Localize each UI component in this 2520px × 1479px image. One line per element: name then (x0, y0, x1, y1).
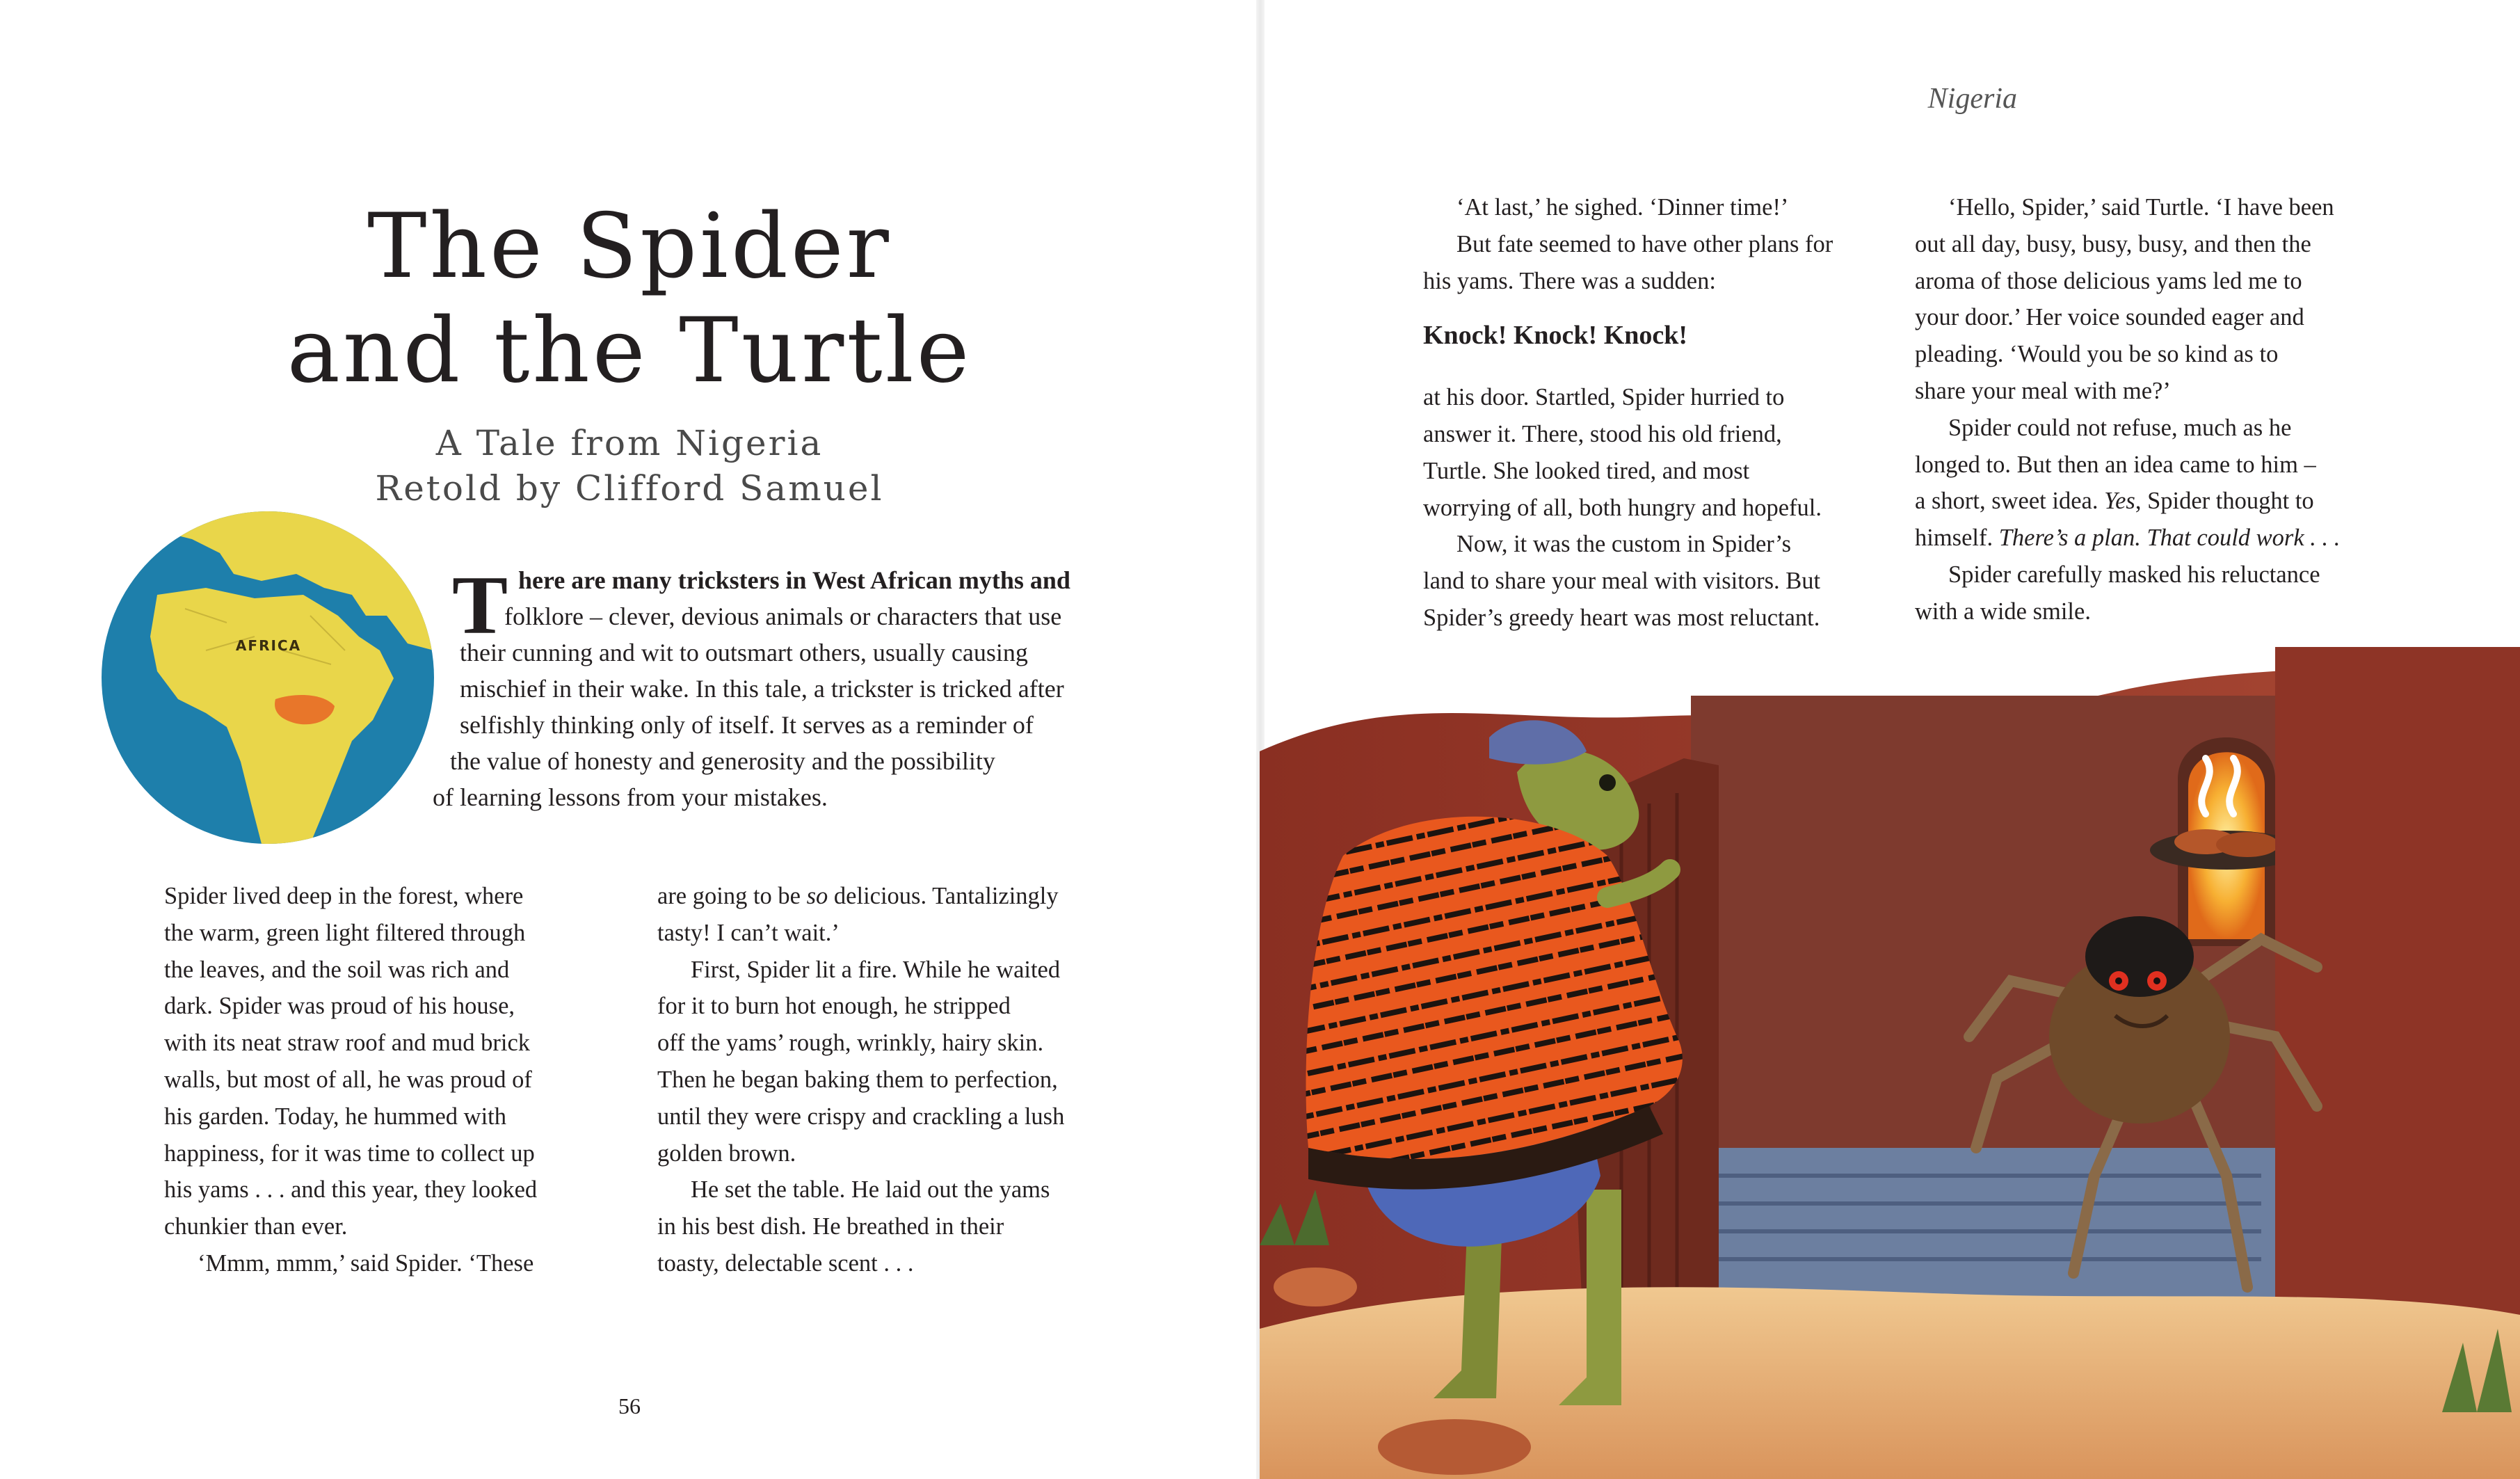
text-line: dark. Spider was proud of his house, (164, 993, 515, 1020)
emphasis: so (806, 883, 828, 909)
yam (2216, 832, 2279, 857)
story-illustration (1260, 647, 2520, 1479)
text-line: until they were crispy and crackling a lush (657, 1103, 1065, 1130)
text-line: the leaves, and the soil was rich and (164, 956, 510, 983)
drop-cap: T (452, 559, 508, 651)
text-line: his yams . . . and this year, they looked (164, 1176, 538, 1204)
text-line: ‘Hello, Spider,’ said Turtle. ‘I have been (1948, 194, 2334, 221)
text-line: Spider could not refuse, much as he (1948, 414, 2292, 441)
text-line: happiness, for it was time to collect up (164, 1140, 535, 1167)
text-line: at his door. Startled, Spider hurried to (1423, 384, 1785, 411)
text-line: land to share your meal with visitors. But (1423, 568, 1821, 595)
text-line: longed to. But then an idea came to him – (1915, 451, 2316, 478)
text-line: his yams. There was a sudden: (1423, 267, 1716, 294)
text-line: ‘Mmm, mmm,’ said Spider. ‘These (198, 1249, 534, 1277)
text-line: your door.’ Her voice sounded eager and (1915, 304, 2304, 331)
text-line: off the yams’ rough, wrinkly, hairy skin. (657, 1030, 1044, 1057)
text-line: out all day, busy, busy, busy, and then the (1915, 230, 2311, 257)
patterned-floor (1691, 1148, 2275, 1308)
text-line: tasty! I can’t wait.’ (657, 919, 840, 946)
text-line: walls, but most of all, he was proud of (164, 1066, 532, 1093)
text-line: worrying of all, both hungry and hopeful. (1423, 494, 1822, 521)
text-line: But fate seemed to have other plans for (1456, 230, 1833, 257)
text-line: the warm, green light filtered through (164, 919, 526, 946)
text-line: aroma of those delicious yams led me to (1915, 267, 2302, 294)
text-line: himself. There’s a plan. That could work . . . (1915, 525, 2341, 552)
intro-line-6: the value of honesty and generosity and the possibility (450, 747, 995, 775)
text-line: for it to burn hot enough, he stripped (657, 993, 1011, 1020)
rock (1274, 1268, 1357, 1306)
text-line: Turtle. She looked tired, and most (1423, 457, 1750, 484)
text-line: First, Spider lit a fire. While he waited (691, 956, 1061, 983)
text-line: toasty, delectable scent . . . (657, 1249, 914, 1277)
right-column-2 (1915, 189, 2360, 630)
rock (1378, 1419, 1531, 1475)
text-line: Now, it was the custom in Spider’s (1456, 531, 1792, 558)
emphasis: There’s a plan. That could work . . . (1998, 525, 2341, 552)
intro-line-1: here are many tricksters in West African myths and (518, 566, 1070, 594)
text-line: in his best dish. He breathed in their (657, 1213, 1004, 1240)
text-line: Spider lived deep in the forest, where (164, 883, 524, 909)
text-line: his garden. Today, he hummed with (164, 1103, 506, 1130)
intro-line-2: folklore – clever, devious animals or characters that use (504, 602, 1062, 630)
text-line: ‘At last,’ he sighed. ‘Dinner time!’ (1456, 194, 1789, 221)
text-line: chunkier than ever. (164, 1213, 348, 1240)
story-title-line1: The Spider (367, 195, 892, 298)
text-line: golden brown. (657, 1140, 796, 1167)
text-line: share your meal with me?’ (1915, 377, 2171, 404)
story-title-line2: and the Turtle (287, 299, 972, 403)
text-line: answer it. There, stood his old friend, (1423, 420, 1782, 447)
intro-line-3: their cunning and wit to outsmart others, usually causing (460, 639, 1028, 666)
knock-heading: Knock! Knock! Knock! (1423, 321, 1688, 351)
text-line: Spider carefully masked his reluctance (1948, 561, 2320, 588)
africa-globe-map (102, 511, 434, 844)
text-line: a short, sweet idea. Yes, Spider thought to (1915, 488, 2314, 515)
right-column-1 (1423, 189, 1868, 637)
intro-line-5: selfishly thinking only of itself. It serves as a reminder of (460, 711, 1034, 739)
text-line: with its neat straw roof and mud brick (164, 1030, 531, 1057)
left-column-2 (657, 878, 1102, 1282)
text-line: are going to be so delicious. Tantalizingly (657, 883, 1059, 909)
text-line: with a wide smile. (1915, 598, 2091, 625)
subtitle-origin: A Tale from Nigeria (435, 423, 824, 463)
page-number: 56 (618, 1393, 641, 1418)
intro-line-4: mischief in their wake. In this tale, a trickster is tricked after (460, 675, 1064, 703)
text-line: He set the table. He laid out the yams (691, 1176, 1050, 1204)
running-header: Nigeria (1927, 83, 2017, 115)
subtitle-author: Retold by Clifford Samuel (375, 468, 884, 509)
map-label-africa: AFRICA (235, 637, 302, 654)
intro-line-7: of learning lessons from your mistakes. (433, 783, 828, 811)
left-column-1 (164, 878, 609, 1282)
text-line: pleading. ‘Would you be so kind as to (1915, 341, 2279, 368)
text-line: Spider’s greedy heart was most reluctant. (1423, 604, 1820, 631)
emphasis: Yes (2104, 488, 2135, 515)
text-line: Then he began baking them to perfection, (657, 1066, 1058, 1093)
